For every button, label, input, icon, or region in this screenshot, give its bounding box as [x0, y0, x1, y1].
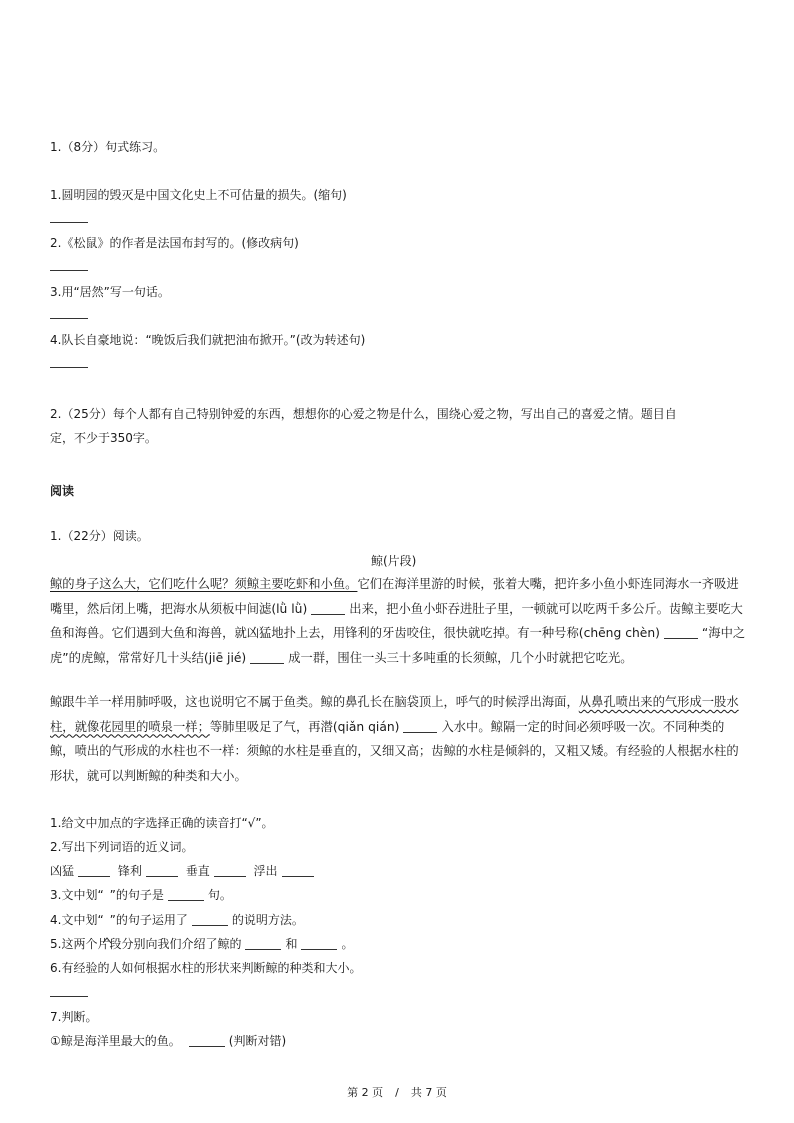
answer-blank[interactable] [245, 949, 281, 950]
passage-paragraph-2: 鲸跟牛羊一样用肺呼吸，这也说明它不属于鱼类。鲸的鼻孔长在脑袋顶上，呼气的时候浮出海面，从鼻孔喷出来的气形成一股水柱，就像花园里的喷泉一样；等肺里吸足了气，再潜(qiǎn qián) 入水中。鲸隔一定的时间必须呼吸一次。不同种类的鲸，喷出的气形成的水柱也不一样：须鲸的水柱是垂直的，又细又高；齿鲸的水柱是倾斜的，又粗又矮。有经验的人根据水柱的形状，就可以判断鲸的种类和大小。 [50, 695, 739, 783]
subq-4: 4.文中划“ ”的句子运用了 的说明方法。 [50, 911, 304, 928]
subq-6: 6.有经验的人如何根据水柱的形状来判断鲸的种类和大小。 [50, 961, 362, 975]
subq-2: 2.写出下列词语的近义词。 [50, 840, 194, 854]
pinyin-blank[interactable] [311, 614, 345, 615]
page-total: 共 7 页 [410, 1086, 447, 1099]
underlined-sentence: 鲸的身子这么大，它们吃什么呢？须鲸主要吃虾和小鱼。 [50, 577, 358, 591]
synonym-blank[interactable] [146, 876, 178, 877]
judge-blank[interactable] [189, 1046, 225, 1047]
synonym-blank[interactable] [78, 876, 110, 877]
subq-7: 7.判断。 [50, 1010, 98, 1024]
synonym-row [50, 862, 318, 879]
pinyin-blank[interactable] [664, 638, 698, 639]
passage-paragraph-1: 鲸的身子这么大，它们吃什么呢？须鲸主要吃虾和小鱼。它们在海洋里游的时候，张着大嘴，把许多小鱼小虾连同海水一齐吸进嘴里，然后闭上嘴，把海水从须板中间滤(lǜ lǜ) 出来，把小鱼小虾吞进肚子里，一顿就可以吃两千多公斤。齿鲸主要吃大鱼和海兽。它们遇到大鱼和海兽，就凶猛地扑上去，用锋利的牙齿咬住，很快就吃掉。有一种号称(chēng chèn) “海中之虎”的虎鲸，常常好几十头结(jiē jié) 成一群，围住一头三十多吨重的长须鲸，几个小时就把它吃光。 [50, 577, 746, 665]
answer-blank[interactable] [301, 949, 337, 950]
subq-7-item-1: ①鲸是海洋里最大的鱼。 (判断对错) [50, 1034, 287, 1048]
word-2: 锋利 [117, 864, 142, 878]
answer-blank[interactable] [50, 367, 88, 368]
page-number: 第 2 页 [347, 1086, 384, 1099]
q1-item-2: 2.《松鼠》的作者是法国布封写的。(修改病句) [50, 236, 299, 250]
reading-header: 1.（22分）阅读。 [50, 529, 149, 543]
wavy-underlined-sentence: 从鼻孔喷出来的气形成一股水柱，就像花园里的喷泉一样； [50, 695, 739, 734]
pinyin-blank[interactable] [250, 663, 284, 664]
q2-prompt-line1: 2.（25分）每个人都有自己特别钟爱的东西，想想你的心爱之物是什么，围绕心爱之物，写出自己的喜爱之情。题目自 [50, 407, 677, 421]
q1-item-3: 3.用“居然”写一句话。 [50, 285, 170, 299]
q1-item-4: 4.队长自豪地说：“晚饭后我们就把油布掀开。”(改为转述句) [50, 333, 366, 347]
word-1: 凶猛 [50, 864, 75, 878]
answer-blank[interactable] [50, 222, 88, 223]
answer-blank[interactable] [168, 900, 204, 901]
section-title: 阅读 [50, 484, 75, 498]
subq-5: 5.这两个片段分别向我们介绍了鲸的 和 。 [50, 937, 354, 951]
synonym-blank[interactable] [282, 876, 314, 877]
q2-prompt-line2: 定，不少于350字。 [50, 431, 157, 445]
q1-item-1: 1.圆明园的毁灭是中国文化史上不可估量的损失。(缩句) [50, 188, 347, 202]
subq-1: 1.给文中加点的字选择正确的读音打“√”。 [50, 816, 274, 830]
pinyin-blank[interactable] [403, 732, 437, 733]
answer-blank[interactable] [50, 996, 88, 997]
answer-blank[interactable] [50, 318, 88, 319]
synonym-blank[interactable] [214, 876, 246, 877]
q1-header: 1.（8分）句式练习。 [50, 140, 166, 154]
word-4: 浮出 [253, 864, 278, 878]
page-footer: 第 2 页 / 共 7 页 [347, 1086, 447, 1099]
answer-blank[interactable] [50, 270, 88, 271]
passage-title: 鲸(片段) [371, 554, 417, 568]
subq-3: 3.文中划“ ”的句子是 句。 [50, 888, 232, 902]
word-3: 垂直 [185, 864, 210, 878]
answer-blank[interactable] [192, 925, 228, 926]
